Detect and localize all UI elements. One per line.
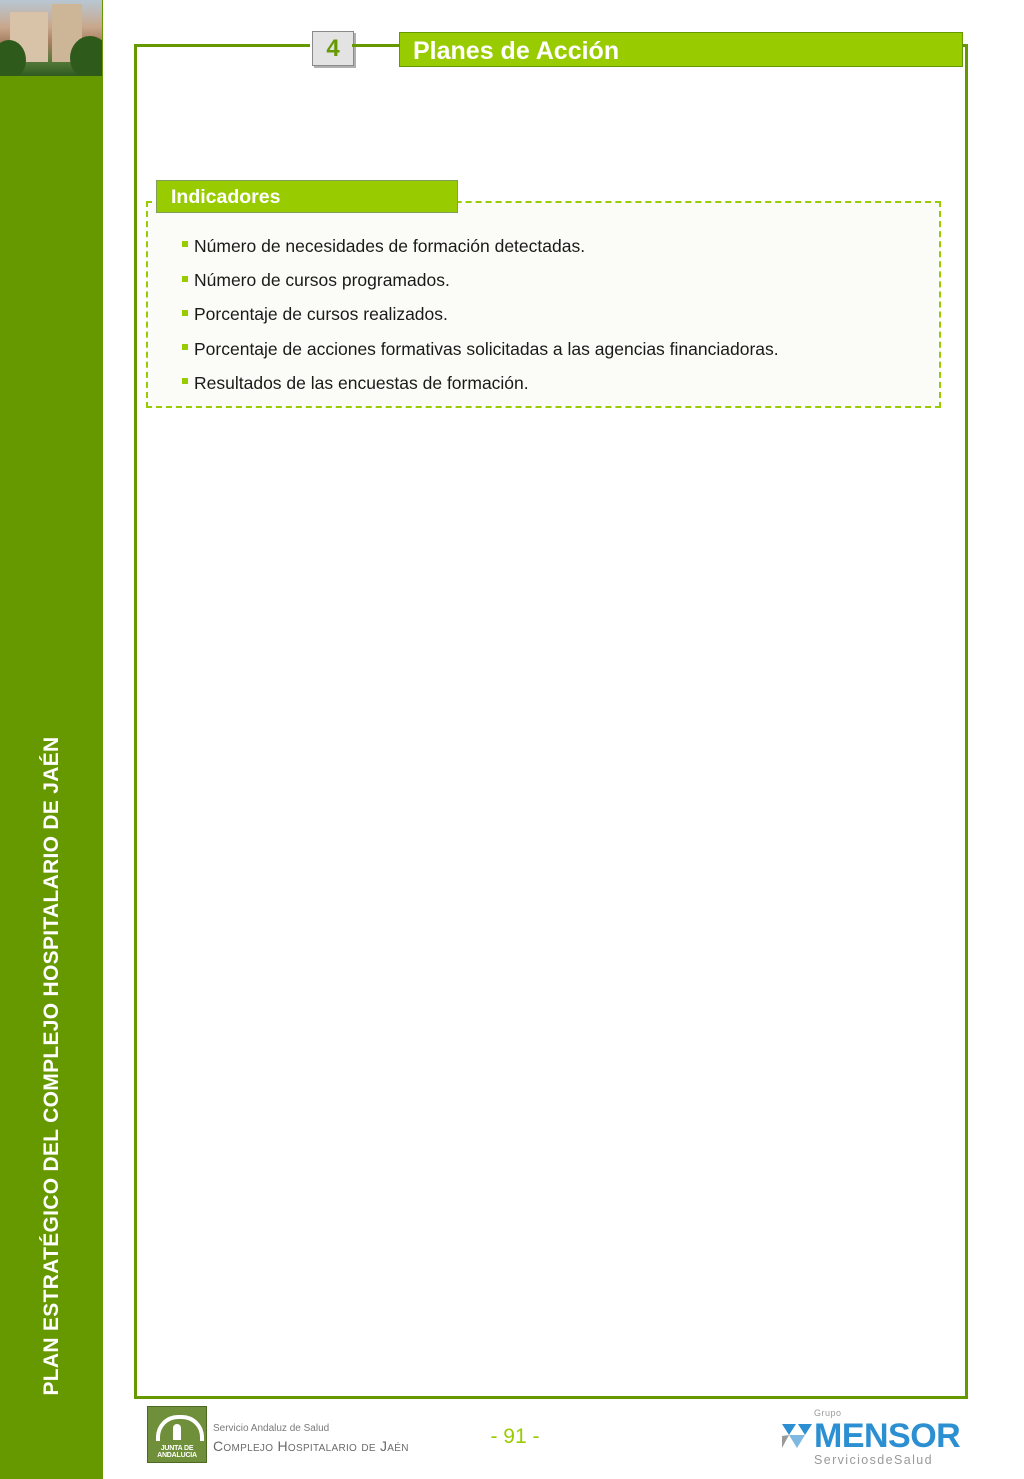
bullet-icon [182,378,188,384]
indicadores-list [182,235,779,406]
sidebar [0,0,103,1479]
list-item: Porcentaje de cursos realizados. [182,303,779,337]
chapter-title: Planes de Acción [399,32,963,67]
mensor-emblem-icon [782,1420,812,1450]
hospital-photo [0,0,102,76]
list-item: Resultados de las encuestas de formación. [182,372,779,406]
bullet-icon [182,241,188,247]
page-number: - 91 - [490,1425,540,1448]
indicadores-heading: Indicadores [156,180,458,213]
junta-andalucia-emblem: JUNTA DE ANDALUCIA [147,1406,207,1463]
bullet-icon [182,276,188,282]
list-item: Número de necesidades de formación detectadas. [182,235,779,269]
sas-label: Servicio Andaluz de Salud [213,1423,330,1434]
bullet-icon [182,344,188,350]
hospital-label: Complejo Hospitalario de Jaén [213,1438,409,1454]
document-title: PLAN ESTRATÉGICO DEL COMPLEJO HOSPITALARIO DE JAÉN [40,736,63,1396]
list-item: Número de cursos programados. [182,269,779,303]
chapter-number: 4 [312,31,354,66]
list-item: Porcentaje de acciones formativas solicitadas a las agencias financiadoras. [182,338,779,372]
sas-logo [147,1406,409,1466]
bullet-icon [182,310,188,316]
mensor-logo: Grupo MENSOR ServiciosdeSalud [782,1408,962,1470]
